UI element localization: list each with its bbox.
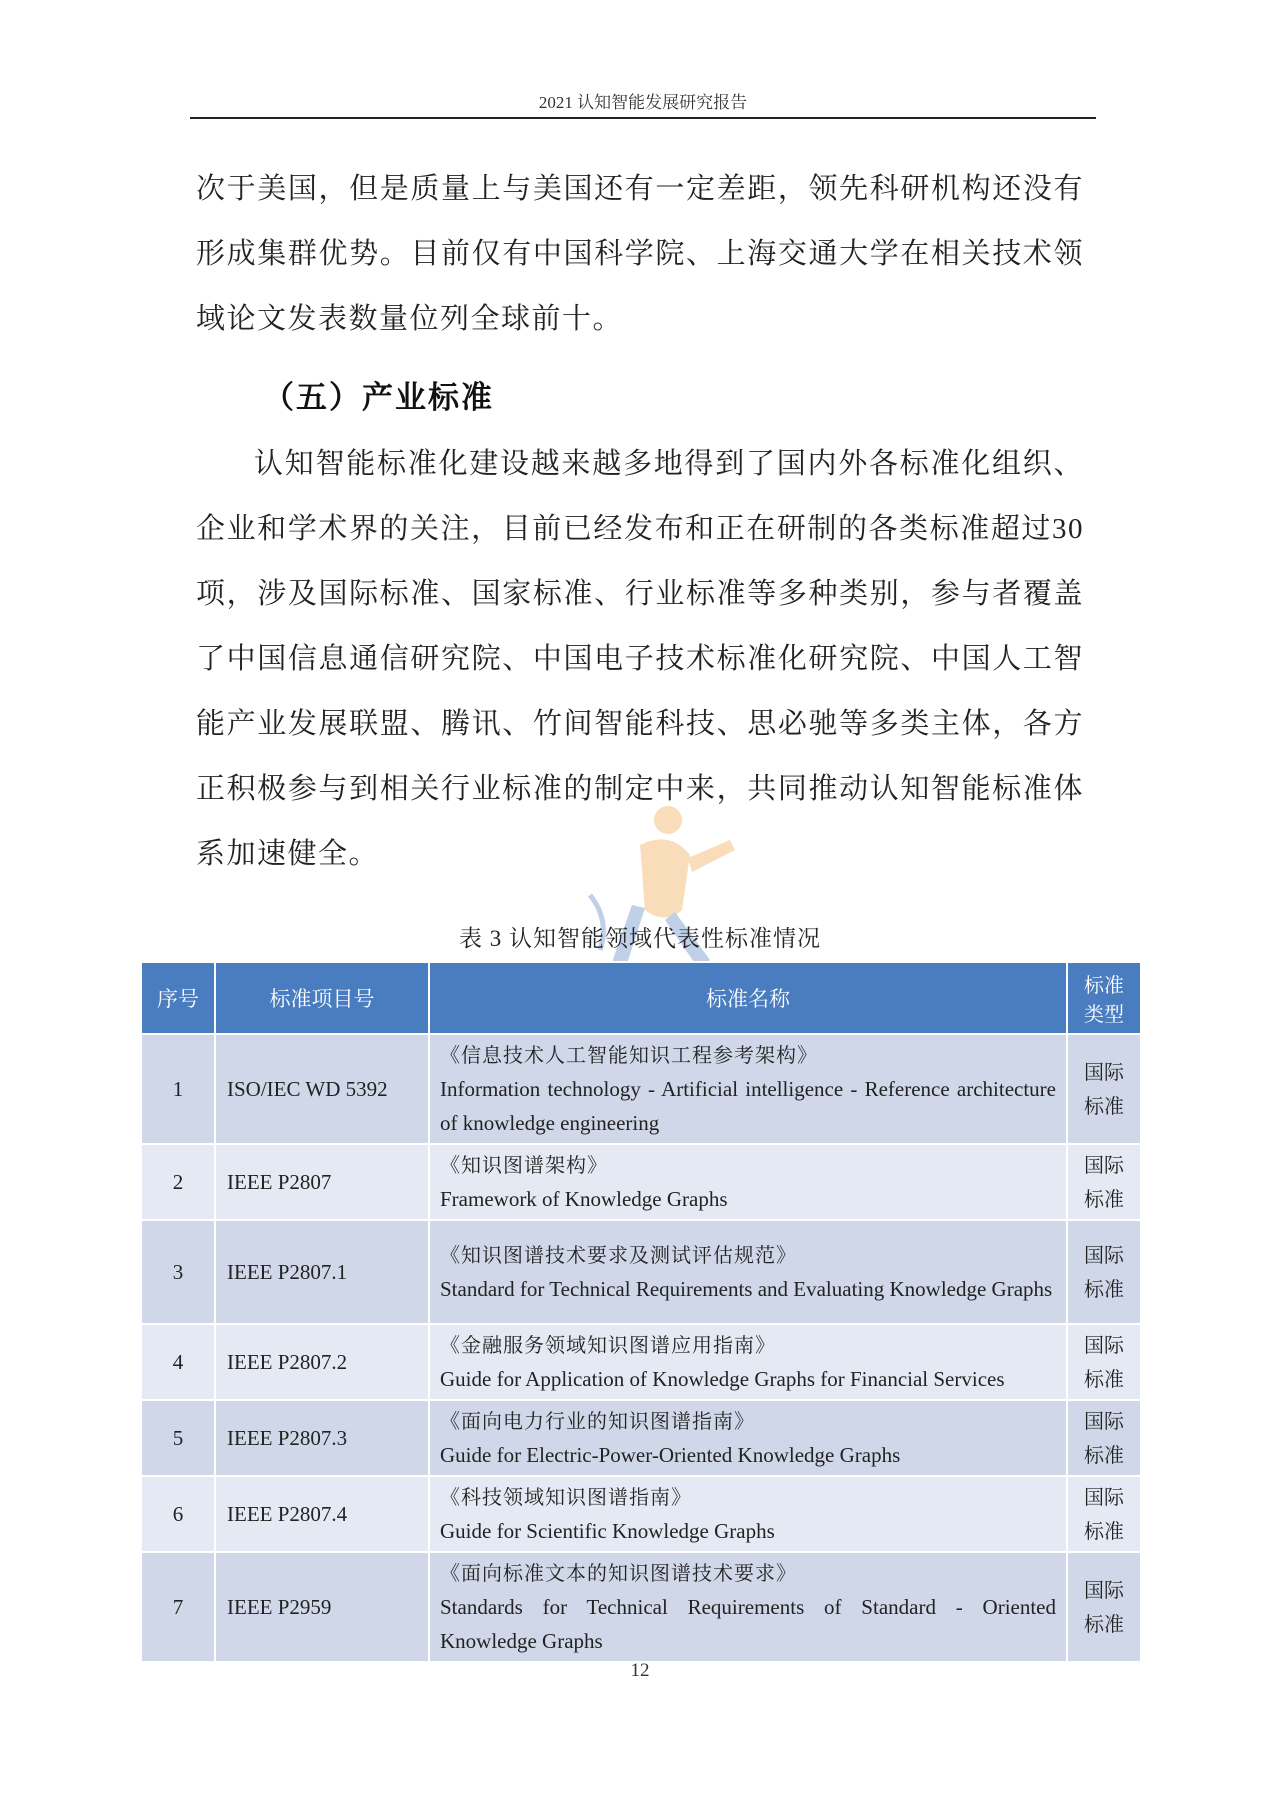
header-rule (190, 117, 1096, 119)
header-type-label: 标准类型 (1084, 973, 1124, 1026)
page-number: 12 (630, 1660, 650, 1681)
row-seq: 7 (141, 1552, 215, 1662)
row-type-label: 国际标准 (1084, 1060, 1124, 1118)
row-type (1067, 1220, 1141, 1324)
row-type-label: 国际标准 (1084, 1153, 1124, 1211)
row-name (429, 1144, 1067, 1220)
row-type-label: 国际标准 (1084, 1243, 1124, 1301)
row-name-zh: 《金融服务领域知识图谱应用指南》 (440, 1333, 776, 1357)
header-seq: 序号 (141, 962, 215, 1034)
row-name-en: Guide for Scientific Knowledge Graphs (440, 1519, 775, 1543)
section-heading: （五）产业标准 (263, 380, 494, 416)
row-code: IEEE P2807.2 (215, 1324, 429, 1400)
row-name-zh: 《面向标准文本的知识图谱技术要求》 (440, 1561, 797, 1585)
row-type-label: 国际标准 (1084, 1485, 1124, 1543)
row-code: IEEE P2807.1 (215, 1220, 429, 1324)
row-name (429, 1034, 1067, 1144)
row-seq: 5 (141, 1400, 215, 1476)
row-name-en: Standard for Technical Requirements and Evaluating Knowledge Graphs (440, 1277, 1053, 1301)
row-name-zh: 《知识图谱技术要求及测试评估规范》 (440, 1243, 797, 1267)
row-type (1067, 1034, 1141, 1144)
row-seq: 2 (141, 1144, 215, 1220)
table-row (141, 1220, 1141, 1324)
row-name (429, 1324, 1067, 1400)
paragraph-continued: 次于美国，但是质量上与美国还有一定差距，领先科研机构还没有形成集群优势。目前仅有中国科学院、上海交通大学在相关技术领域论文发表数量位列全球前十。 (196, 173, 1084, 335)
row-name-zh: 《面向电力行业的知识图谱指南》 (440, 1409, 755, 1433)
row-code: IEEE P2807.4 (215, 1476, 429, 1552)
row-name-en: Standards for Technical Requirements of Standard - Oriented Knowledge Graphs (440, 1595, 1056, 1653)
table-row (141, 1476, 1141, 1552)
row-type (1067, 1324, 1141, 1400)
header-type (1067, 962, 1141, 1034)
row-code: IEEE P2807.3 (215, 1400, 429, 1476)
row-name-zh: 《科技领域知识图谱指南》 (440, 1485, 692, 1509)
row-seq: 4 (141, 1324, 215, 1400)
row-name (429, 1552, 1067, 1662)
table-row (141, 1400, 1141, 1476)
row-name (429, 1476, 1067, 1552)
row-type-label: 国际标准 (1084, 1409, 1124, 1467)
row-type-label: 国际标准 (1084, 1578, 1124, 1636)
row-name-en: Guide for Application of Knowledge Graphs for Financial Services (440, 1367, 1005, 1391)
row-name-en: Framework of Knowledge Graphs (440, 1187, 728, 1211)
row-type-label: 国际标准 (1084, 1333, 1124, 1391)
row-name-en: Information technology - Artificial intelligence - Reference architecture of knowledge engineering (440, 1077, 1056, 1135)
table-caption: 表 3 认知智能领域代表性标准情况 (459, 926, 821, 951)
row-seq: 6 (141, 1476, 215, 1552)
row-type (1067, 1476, 1141, 1552)
row-type (1067, 1144, 1141, 1220)
row-seq: 3 (141, 1220, 215, 1324)
table-row (141, 1144, 1141, 1220)
row-code: IEEE P2807 (215, 1144, 429, 1220)
table-row (141, 1324, 1141, 1400)
row-name-zh: 《信息技术人工智能知识工程参考架构》 (440, 1043, 818, 1067)
table-header-row (141, 962, 1141, 1034)
running-header: 2021 认知智能发展研究报告 (538, 93, 748, 112)
header-code: 标准项目号 (215, 962, 429, 1034)
standards-table (140, 961, 1142, 1663)
paragraph-standards: 认知智能标准化建设越来越多地得到了国内外各标准化组织、企业和学术界的关注，目前已经发布和正在研制的各类标准超过30项，涉及国际标准、国家标准、行业标准等多种类别，参与者覆盖了中国信息通信研究院、中国电子技术标准化研究院、中国人工智能产业发展联盟、腾讯、竹间智能科技、思必驰等多类主体，各方正积极参与到相关行业标准的制定中来，共同推动认知智能标准体系加速健全。 (196, 448, 1084, 870)
row-name-en: Guide for Electric-Power-Oriented Knowledge Graphs (440, 1443, 901, 1467)
row-name (429, 1220, 1067, 1324)
row-type (1067, 1552, 1141, 1662)
row-code: IEEE P2959 (215, 1552, 429, 1662)
row-name (429, 1400, 1067, 1476)
table-row (141, 1034, 1141, 1144)
header-name: 标准名称 (429, 962, 1067, 1034)
row-code: ISO/IEC WD 5392 (215, 1034, 429, 1144)
row-type (1067, 1400, 1141, 1476)
row-name-zh: 《知识图谱架构》 (440, 1153, 608, 1177)
row-seq: 1 (141, 1034, 215, 1144)
table-row (141, 1552, 1141, 1662)
